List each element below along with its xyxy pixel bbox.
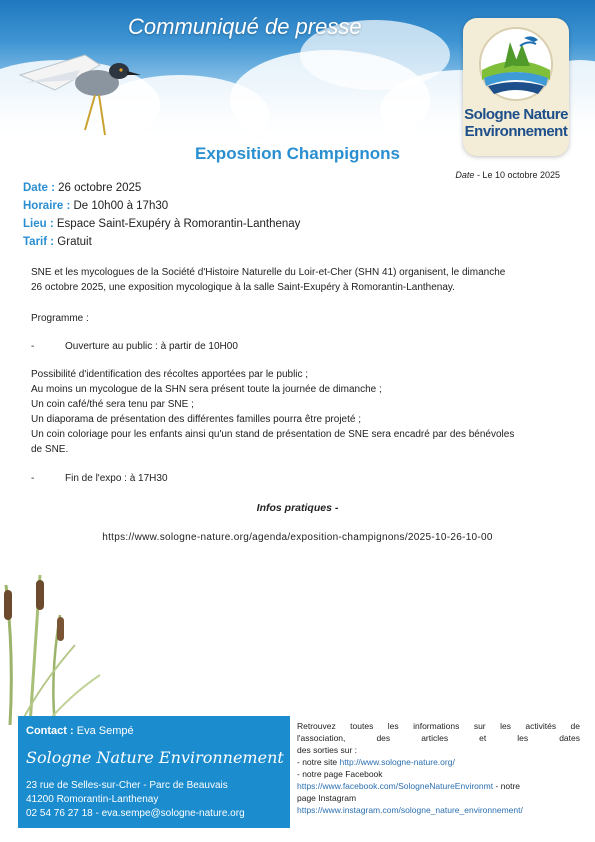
intro-line-1: SNE et les mycologues de la Société d'Histoire Naturelle du Loir-et-Cher (SHN 41) organisent, le dimanche bbox=[31, 267, 506, 278]
programme-line: Possibilité d'identification des récoltes apportées par le public ; bbox=[31, 369, 309, 380]
contact-address-1: 23 rue de Selles-sur-Cher - Parc de Beauvais bbox=[26, 780, 228, 791]
bullet-dash: - bbox=[31, 341, 35, 352]
date-line-value: - Le 10 octobre 2025 bbox=[476, 170, 560, 180]
meta-place-value: Espace Saint-Exupéry à Romorantin-Lanthenay bbox=[56, 218, 301, 230]
reeds-illustration bbox=[0, 555, 120, 725]
meta-date-value: 26 octobre 2025 bbox=[58, 182, 142, 194]
meta-date bbox=[23, 182, 141, 194]
meta-place-key: Lieu : bbox=[23, 218, 54, 230]
contact-org-name: Sologne Nature Environnement bbox=[26, 748, 284, 767]
programme-line: Au moins un mycologue de la SHN sera présent toute la journée de dimanche ; bbox=[31, 384, 382, 395]
programme-line: Un coin coloriage pour les enfants ainsi qu'un stand de présentation de SNE sera encadré par des bénévoles bbox=[31, 429, 515, 440]
programme-lines bbox=[31, 367, 561, 457]
footer-line-2: l'association, des articles et les dates bbox=[297, 733, 580, 743]
document-title: Exposition Champignons bbox=[195, 144, 400, 163]
footer-instagram-label: page Instagram bbox=[297, 793, 357, 803]
footer-instagram-link[interactable]: https://www.instagram.com/sologne_nature_environnement/ bbox=[297, 805, 523, 815]
date-line-label: Date bbox=[455, 170, 475, 180]
contact-name: Eva Sempé bbox=[76, 725, 134, 737]
contact-label bbox=[26, 725, 134, 737]
meta-place bbox=[23, 218, 300, 230]
meta-price bbox=[23, 236, 92, 248]
bullet-opening-text: Ouverture au public : à partir de 10H00 bbox=[65, 341, 238, 352]
programme-line: Un coin café/thé sera tenu par SNE ; bbox=[31, 399, 194, 410]
footer-facebook bbox=[297, 780, 580, 792]
bullet-opening bbox=[31, 341, 238, 352]
contact-phone-email[interactable]: 02 54 76 27 18 - eva.sempe@sologne-nature.org bbox=[26, 808, 245, 819]
event-url-link[interactable]: https://www.sologne-nature.org/agenda/exposition-champignons/2025-10-26-10-00 bbox=[102, 532, 493, 543]
infos-pratiques-heading: Infos pratiques - bbox=[256, 502, 339, 514]
footer-site-prefix: - notre site bbox=[297, 757, 338, 767]
footer-site-link[interactable]: http://www.sologne-nature.org/ bbox=[339, 757, 455, 767]
meta-price-value: Gratuit bbox=[57, 236, 92, 248]
logo-emblem bbox=[476, 24, 556, 104]
meta-hours-key: Horaire : bbox=[23, 200, 71, 212]
footer-facebook-link[interactable]: https://www.facebook.com/SologneNatureEnvironmt bbox=[297, 781, 494, 791]
footer-line-3: des sorties sur : bbox=[297, 745, 357, 755]
heron-illustration bbox=[15, 35, 145, 140]
footer-facebook-label: - notre page Facebook bbox=[297, 769, 383, 779]
programme-line: Un diaporama de présentation des différentes familles pourra être projeté ; bbox=[31, 414, 362, 425]
meta-hours-value: De 10h00 à 17h30 bbox=[73, 200, 169, 212]
programme-line: de SNE. bbox=[31, 444, 69, 455]
header-title: Communiqué de presse bbox=[128, 14, 362, 39]
programme-heading: Programme : bbox=[31, 313, 89, 324]
bullet-closing bbox=[31, 473, 168, 484]
contact-address-2: 41200 Romorantin-Lanthenay bbox=[26, 794, 159, 805]
footer-line-1: Retrouvez toutes les informations sur les activités de bbox=[297, 721, 580, 731]
date-line bbox=[360, 170, 560, 180]
sne-logo bbox=[463, 18, 569, 156]
contact-box bbox=[18, 716, 290, 828]
meta-date-key: Date : bbox=[23, 182, 55, 194]
intro-paragraph bbox=[31, 265, 561, 295]
logo-text: Sologne Nature Environnement bbox=[464, 106, 568, 140]
footer-site bbox=[297, 756, 580, 768]
meta-hours bbox=[23, 200, 168, 212]
footer-info bbox=[297, 720, 580, 816]
footer-instagram-prefix: - notre bbox=[495, 781, 521, 791]
intro-line-2: 26 octobre 2025, une exposition mycologique à la salle Saint-Exupéry à Romorantin-Lanthenay. bbox=[31, 282, 455, 293]
meta-price-key: Tarif : bbox=[23, 236, 55, 248]
contact-key: Contact : bbox=[26, 725, 74, 737]
bullet-closing-text: Fin de l'expo : à 17H30 bbox=[65, 473, 168, 484]
bullet-dash: - bbox=[31, 473, 35, 484]
